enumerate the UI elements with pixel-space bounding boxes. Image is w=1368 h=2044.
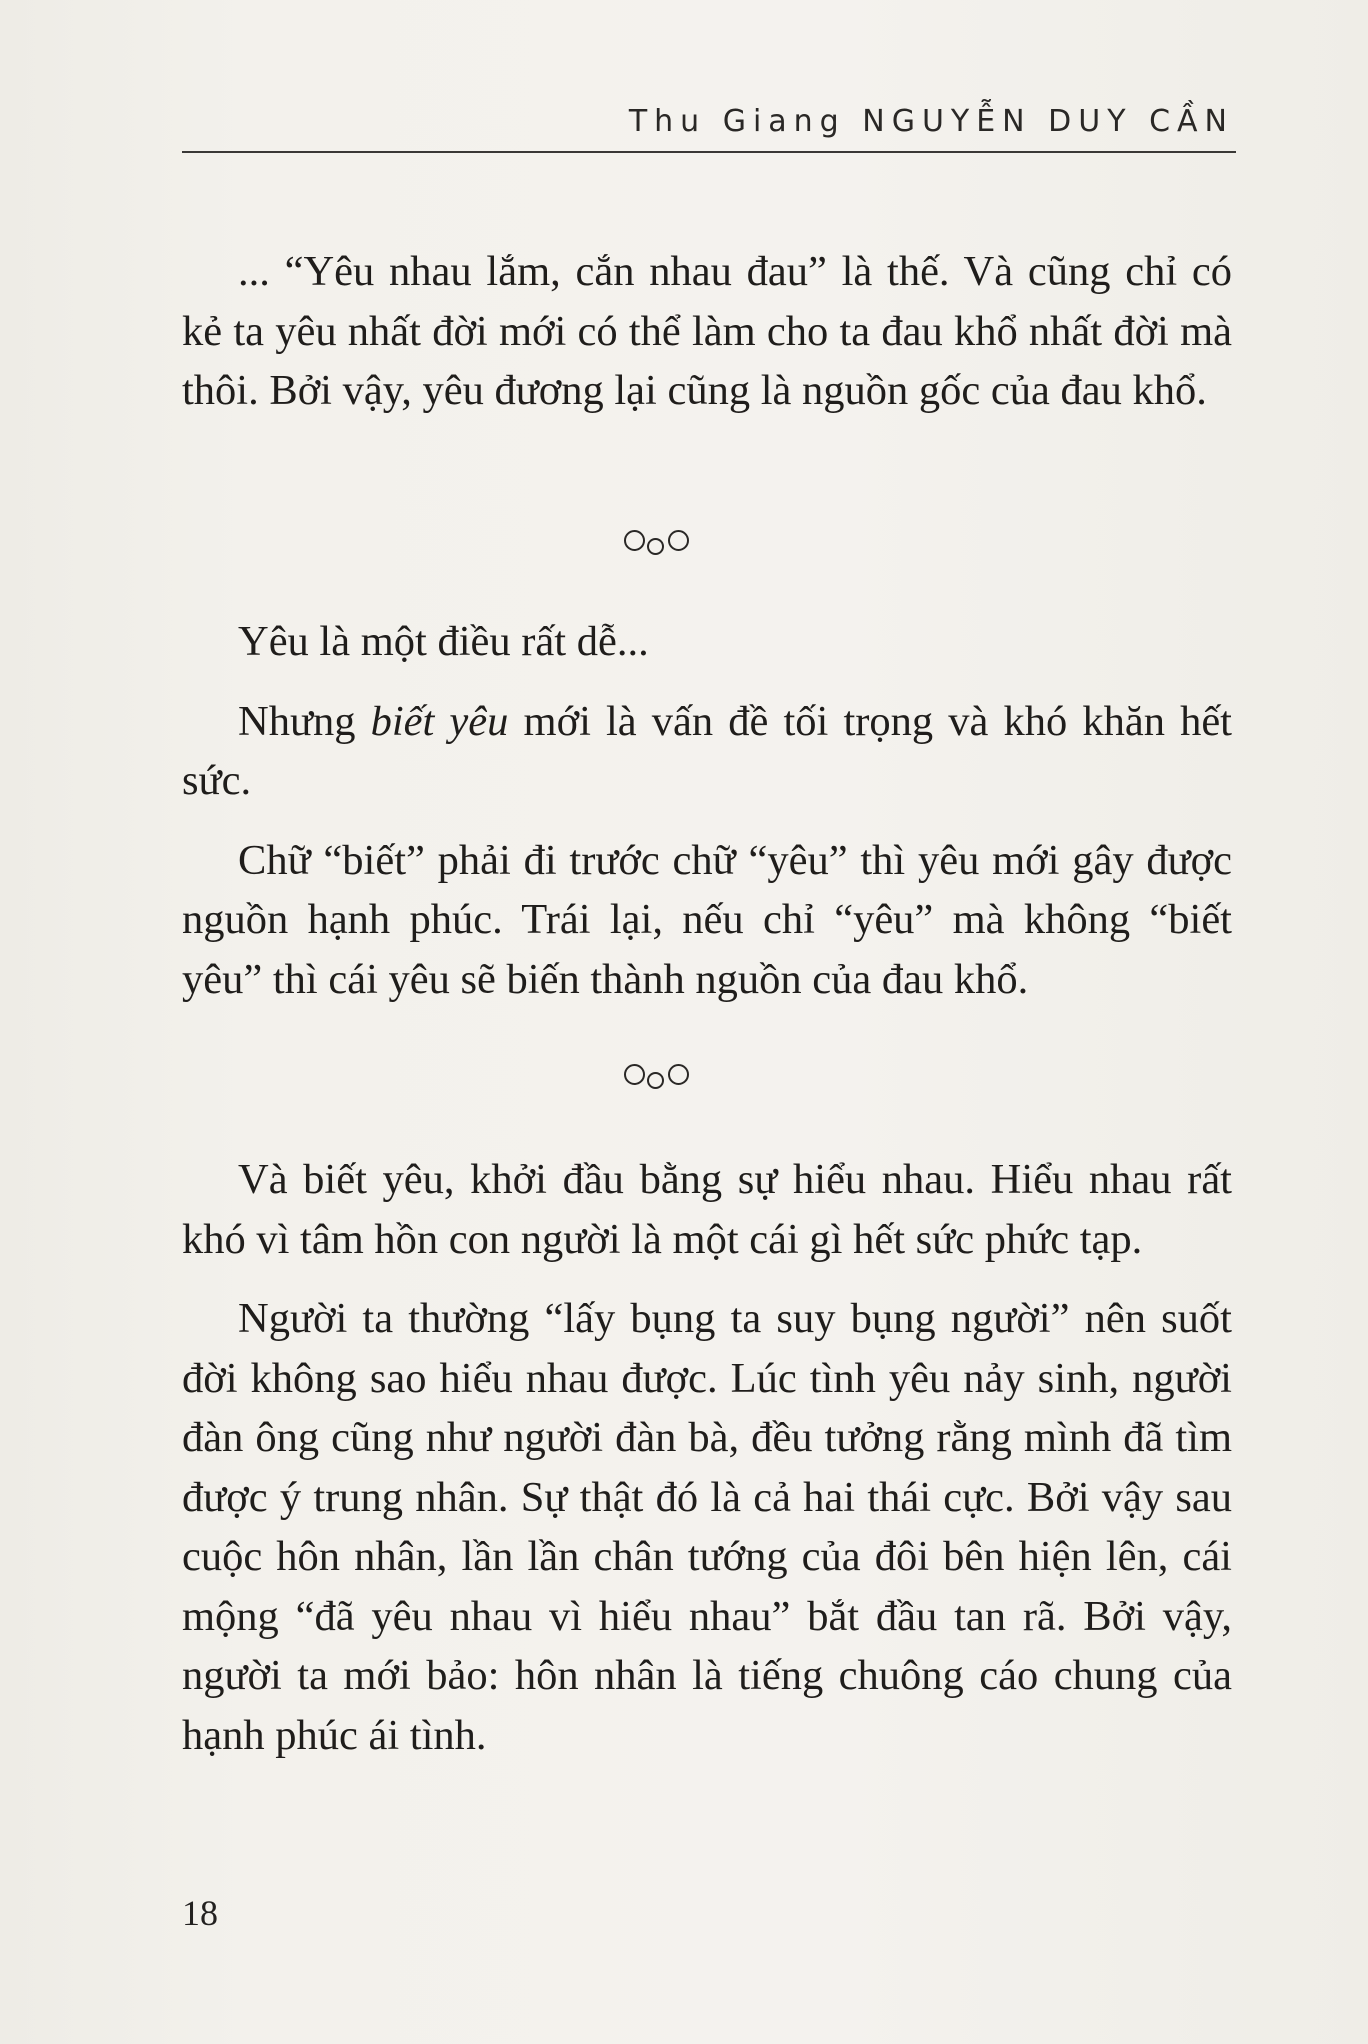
paragraph: Yêu là một điều rất dễ... [238, 618, 649, 665]
text-block-1 [182, 242, 1232, 421]
section-separator [0, 1058, 1340, 1098]
section-separator [0, 524, 1340, 564]
text-block-3 [182, 1150, 1232, 1765]
page-number: 18 [182, 1893, 218, 1933]
paragraph: Chữ “biết” phải đi trước chữ “yêu” thì yêu mới gây được nguồn hạnh phúc. Trái lại, nếu chỉ “yêu” mà không “biết yêu” thì cái yêu sẽ biến thành nguồn của đau khổ. [182, 836, 1232, 1003]
running-header: Thu Giang NGUYỄN DUY CẦN [628, 104, 1234, 139]
paragraph: Người ta thường “lấy bụng ta suy bụng người” nên suốt đời không sao hiểu nhau được. Lúc tình yêu nảy sinh, người đàn ông cũng như người đàn bà, đều tưởng rằng mình đã tìm được ý trung nhân. Sự thật đó là cả hai thái cực. Bởi vậy sau cuộc hôn nhân, lần lần chân tướng của đôi bên hiện lên, cái mộng “đã yêu nhau vì hiểu nhau” bắt đầu tan rã. Bởi vậy, người ta mới bảo: hôn nhân là tiếng chuông cáo chung của hạnh phúc ái tình. [182, 1295, 1232, 1759]
paragraph: ... “Yêu nhau lắm, cắn nhau đau” là thế. Và cũng chỉ có kẻ ta yêu nhất đời mới có thể làm cho ta đau khổ nhất đời mà thôi. Bởi vậy, yêu đương lại cũng là nguồn gốc của đau khổ. [182, 248, 1232, 414]
emphasis-text: biết yêu [370, 697, 509, 745]
paragraph: Và biết yêu, khởi đầu bằng sự hiểu nhau. Hiểu nhau rất khó vì tâm hồn con người là một cái gì hết sức phức tạp. [182, 1156, 1232, 1263]
text-run: mới là vấn đề tối trọng và khó khăn hết sức. [182, 697, 1232, 804]
text-block-2 [182, 612, 1232, 1009]
header-rule [182, 151, 1236, 153]
paragraph [182, 692, 1232, 811]
text-run: Nhưng [238, 697, 371, 745]
ornament-circles-icon [616, 1058, 696, 1094]
ornament-circles-icon [616, 524, 696, 560]
